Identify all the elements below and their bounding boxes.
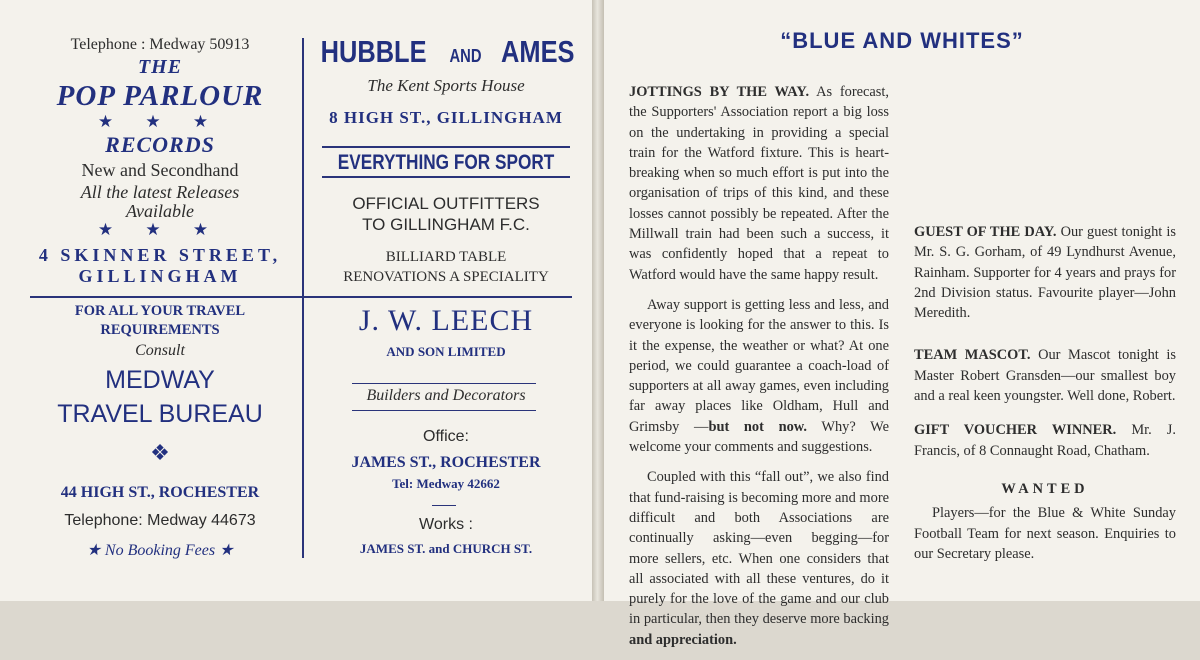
travel-phone: Telephone: Medway 44673 (64, 512, 256, 529)
hubble-billiard-1: BILLIARD TABLE (385, 249, 507, 265)
star-row-icon: ★ ★ ★ (97, 220, 223, 239)
article-column-left (629, 82, 889, 660)
leech-rule-top (352, 383, 536, 384)
leech-rule-bottom (352, 410, 536, 411)
star-row-icon: ★ ★ ★ (97, 112, 223, 131)
leech-office-address: JAMES ST., ROCHESTER (351, 454, 541, 471)
hubble-rule-bottom (322, 176, 570, 178)
travel-no-booking-fees: ★ No Booking Fees ★ (86, 542, 234, 559)
hubble-tagline: The Kent Sports House (367, 76, 525, 95)
everything-for-sport-text: EVERYTHING FOR SPORT (337, 151, 555, 174)
hubble-ames-name (308, 34, 584, 70)
column-continuation-space (914, 82, 1176, 222)
leech-sub: AND SON LIMITED (386, 344, 506, 359)
hubble-everything-for-sport (308, 150, 584, 175)
vertical-divider (302, 38, 304, 558)
away-support-paragraph (629, 295, 889, 457)
pop-parlour-available: Available (126, 201, 194, 221)
jottings-paragraph (629, 82, 889, 285)
away-support-bold: but not now. (708, 418, 807, 435)
jottings-body: As forecast, the Supporters' Association report a big loss on the undertaking in providing a special train for the Watford fixture. This is heart-breaking when so much effort is put into the organisation of trips of this kind, and these losses cannot possibly be repeated. After the Millwall train had been such a success, it was confidently hoped that a repeat to Watford would have the same happy result. (629, 84, 889, 283)
hubble-address: 8 HIGH ST., GILLINGHAM (329, 108, 563, 127)
mascot-paragraph (914, 345, 1176, 406)
leech-works-address: JAMES ST. and CHURCH ST. (359, 541, 533, 556)
hubble-outfitters-2: TO GILLINGHAM F.C. (362, 215, 530, 234)
pop-parlour-phone: Telephone : Medway 50913 (70, 36, 250, 53)
guest-paragraph (914, 222, 1176, 323)
hubble-rule-top (322, 146, 570, 148)
pop-parlour-latest: All the latest Releases (80, 182, 240, 202)
leech-short-rule (432, 505, 456, 506)
guest-body: Our guest tonight is Mr. S. G. Gorham, of 49 Lyndhurst Avenue, Rainham. Supporter for 4 years and prays for 2nd Division status. Favourite player—John Meredith. (914, 224, 1176, 322)
leech-name: J. W. LEECH (358, 304, 534, 337)
wanted-heading: WANTED (1001, 480, 1089, 497)
fund-raising-paragraph (629, 467, 889, 650)
pop-parlour-records: RECORDS (105, 132, 215, 157)
leech-telephone: Tel: Medway 42662 (392, 476, 500, 491)
travel-line-2: REQUIREMENTS (100, 322, 220, 338)
hubble-outfitters-1: OFFICIAL OUTFITTERS (352, 194, 540, 213)
article-page (604, 0, 1200, 648)
leech-office-label: Office: (423, 428, 469, 445)
travel-address: 44 HIGH ST., ROCHESTER (60, 484, 260, 501)
hubble-billiard-2: RENOVATIONS A SPECIALITY (343, 269, 549, 285)
away-support-text: Away support is getting less and less, and everyone is looking for the answer to this. Is it the expense, the weather or what? At one period, we could guarantee a coach-load of supporters at all away games, even including far away places like Oldham, Hull and Grimsby — (629, 296, 889, 435)
travel-name-2: TRAVEL BUREAU (57, 400, 263, 428)
ornament-icon: ❖ (150, 440, 170, 465)
page-gutter (592, 0, 604, 601)
voucher-heading: GIFT VOUCHER WINNER. (914, 422, 1117, 439)
article-title: “BLUE AND WHITES” (780, 28, 1024, 53)
jottings-heading: JOTTINGS BY THE WAY. (629, 84, 810, 100)
pop-parlour-the: THE (137, 56, 183, 78)
leech-trade: Builders and Decorators (366, 387, 526, 404)
fund-raising-bold: and appreciation. (629, 631, 737, 648)
ames-name: AMES (501, 34, 575, 69)
mascot-heading: TEAM MASCOT. (914, 347, 1031, 364)
wanted-body: Players—for the Blue & White Sunday Football Team for next season. Enquiries to our Secretary please. (914, 505, 1176, 562)
guest-heading: GUEST OF THE DAY. (914, 224, 1057, 240)
mascot-body: Our Mascot tonight is Master Robert Gransden—our smallest boy and a real keen youngster. Well done, Robert. (914, 347, 1176, 405)
hubble-and: AND (449, 46, 482, 66)
away-support-text-end: Why? We welcome your comments and suggestions. (629, 418, 889, 456)
pop-parlour-name: POP PARLOUR (56, 80, 264, 112)
pop-parlour-new-secondhand: New and Secondhand (81, 160, 239, 180)
pop-parlour-address-2: GILLINGHAM (78, 266, 242, 286)
voucher-paragraph (914, 420, 1176, 461)
advertisement-page (0, 0, 593, 601)
article-column-right (914, 82, 1176, 574)
travel-name-1: MEDWAY (105, 366, 215, 394)
hubble-name: HUBBLE (321, 34, 427, 69)
voucher-body: Mr. J. Francis, of 8 Connaught Road, Chatham. (914, 422, 1176, 459)
travel-consult: Consult (135, 342, 185, 359)
leech-works-label: Works : (419, 516, 473, 533)
fund-raising-text: Coupled with this “fall out”, we also find that fund-raising is becoming more and more difficult and both Associations are continually asking—even begging—for more sellers, etc. When one considers that all associated with all these ventures, do it purely for the love of the game and our club in particular, then they deserve more backing (629, 469, 889, 628)
horizontal-divider (30, 296, 572, 298)
travel-line-1: FOR ALL YOUR TRAVEL (74, 303, 246, 319)
pop-parlour-address-1: 4 SKINNER STREET, (38, 245, 282, 265)
